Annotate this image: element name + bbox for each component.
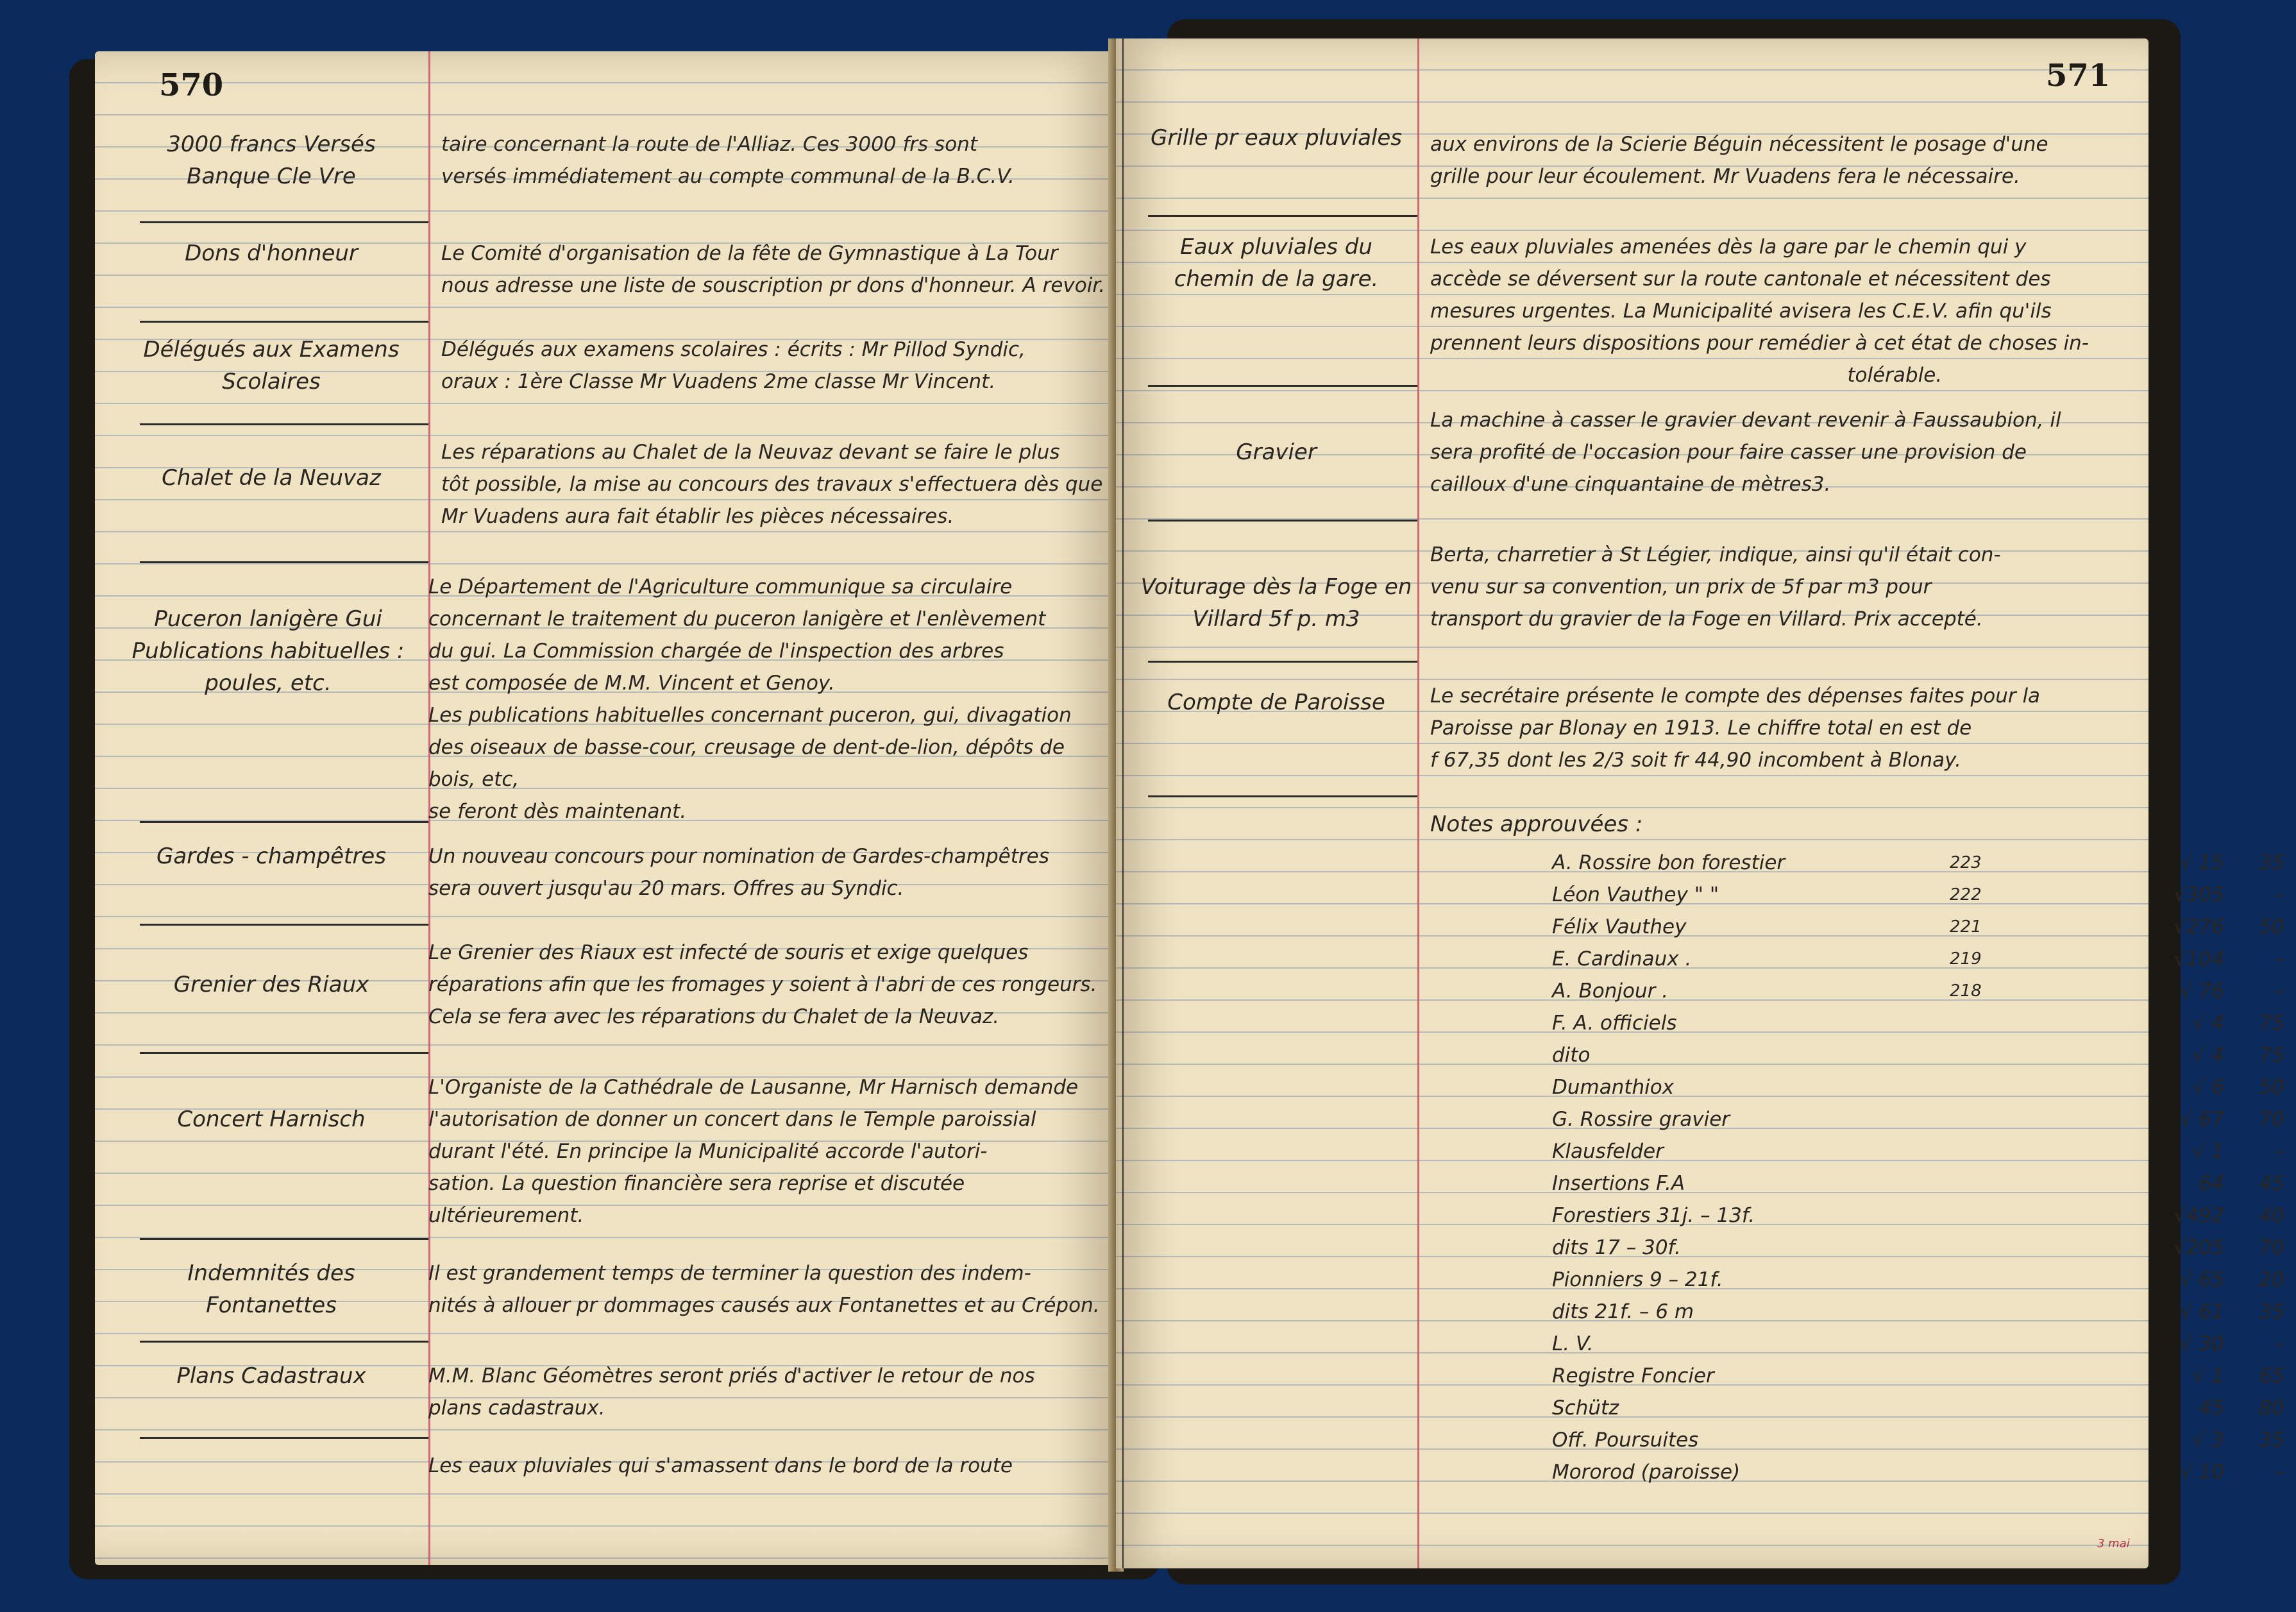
note-francs: √ 65 <box>2179 1268 2224 1291</box>
note-cents: 80 <box>2259 1396 2284 1420</box>
note-francs: √ 1 <box>2192 1140 2224 1163</box>
note-name: Klausfelder <box>1552 1140 1664 1163</box>
note-cents: 45 <box>2259 1172 2284 1195</box>
note-name: Schütz <box>1552 1396 1619 1420</box>
note-cents: – <box>2274 1461 2284 1484</box>
note-francs: √ 76 <box>2179 980 2224 1003</box>
note-row <box>1552 943 2296 975</box>
entry-text: Les eaux pluviales amenées dès la gare par le chemin qui y accède se déversent sur la route cantonale et nécessitent des mesures urgentes. La Municipalité avisera les C.E.V. afin qu'ils prennent leurs dispositions pour remédier à cet état de choses in- tolérable. <box>1430 235 2089 387</box>
note-row <box>1552 1360 2296 1392</box>
note-cents: 65 <box>2259 1364 2284 1387</box>
page-number: 571 <box>2046 58 2111 94</box>
note-row <box>1552 1103 2296 1135</box>
entry-title: Eaux pluviales du chemin de la gare. <box>1174 234 1379 292</box>
note-cents: – <box>2274 1140 2284 1163</box>
note-francs: √ 67 <box>2179 1108 2224 1131</box>
note-ref: 219 <box>1950 949 1982 969</box>
note-francs: √492 <box>2174 1204 2224 1227</box>
note-cents: – <box>2274 1332 2284 1355</box>
note-ref: 221 <box>1950 917 1982 937</box>
entry-text: Le secrétaire présente le compte des dépenses faites pour la Paroisse par Blonay en 1913. Le chiffre total en est de f 67,35 dont les 2/3 soit fr 44,90 incombent à Blonay. <box>1430 684 2041 772</box>
entry-text: Il est grandement temps de terminer la question des indem- nités à allouer pr dommages causés aux Fontanettes et au Crépon. <box>428 1262 1100 1317</box>
note-cents: 35 <box>2259 1300 2284 1323</box>
entry-text: Délégués aux examens scolaires : écrits : Mr Pillod Syndic, oraux : 1ère Classe Mr Vuadens 2me classe Mr Vincent. <box>441 338 1026 393</box>
note-row <box>1552 1392 2296 1424</box>
note-row <box>1552 847 2296 879</box>
entry-divider <box>140 321 428 323</box>
entry-text: aux environs de la Scierie Béguin nécessitent le posage d'une grille pour leur écoulement. Mr Vuadens fera le nécessaire. <box>1430 133 2048 188</box>
entry-text: Le Comité d'organisation de la fête de Gymnastique à La Tour nous adresse une liste de souscription pr dons d'honneur. A revoir. <box>441 242 1106 297</box>
note-francs: √276 <box>2174 915 2224 938</box>
entry-title: Chalet de la Neuvaz <box>162 465 381 491</box>
note-cents: 35 <box>2259 851 2284 874</box>
note-row <box>1552 1264 2296 1296</box>
note-name: Registre Foncier <box>1552 1364 1714 1387</box>
entry-text: La machine à casser le gravier devant revenir à Faussaubion, il sera profité de l'occasion pour faire casser une provision de cailloux d'une cinquantaine de mètres3. <box>1430 409 2061 496</box>
note-cents: 40 <box>2259 1204 2284 1227</box>
entry-title: Grille pr eaux pluviales <box>1150 125 1403 151</box>
note-cents: 50 <box>2259 915 2284 938</box>
note-cents: 20 <box>2259 1268 2284 1291</box>
note-cents: 70 <box>2259 1236 2284 1259</box>
note-francs: √ 1 <box>2192 1364 2224 1387</box>
note-row <box>1552 1167 2296 1200</box>
note-francs: √ 10 <box>2179 1461 2224 1484</box>
note-row <box>1552 1296 2296 1328</box>
note-row <box>1552 1200 2296 1232</box>
note-name: Mororod (paroisse) <box>1552 1461 1741 1484</box>
note-cents: 75 <box>2259 1012 2284 1035</box>
note-francs: √ 61 <box>2179 1300 2224 1323</box>
note-francs: √305 <box>2174 883 2224 906</box>
note-francs: √ 4 <box>2192 1044 2224 1067</box>
note-francs: √ 15 <box>2179 851 2224 874</box>
note-ref: 218 <box>1950 981 1982 1001</box>
entry-divider <box>1148 385 1417 387</box>
note-name: Insertions F.A <box>1552 1172 1685 1195</box>
note-name: F. A. officiels <box>1552 1012 1677 1035</box>
note-name: Dumanthiox <box>1552 1076 1675 1099</box>
entry-text: M.M. Blanc Géomètres seront priés d'activer le retour de nos plans cadastraux. <box>428 1364 1035 1420</box>
note-row <box>1552 911 2296 943</box>
entry-text: L'Organiste de la Cathédrale de Lausanne, Mr Harnisch demande l'autorisation de donner un concert dans le Temple paroissial durant l'été. En principe la Municipalité accorde l'autori- sation. La question financière sera reprise et discutée ultérieurement. <box>428 1076 1079 1227</box>
footer-note: 3 mai <box>2097 1537 2130 1550</box>
note-francs: √104 <box>2174 947 2224 971</box>
note-row <box>1552 1456 2296 1488</box>
note-cents: – <box>2274 883 2284 906</box>
note-ref: 222 <box>1950 885 1982 904</box>
entry-title: Compte de Paroisse <box>1167 690 1385 715</box>
note-cents: – <box>2274 980 2284 1003</box>
entry-divider <box>1148 661 1417 663</box>
entry-text: Un nouveau concours pour nomination de Gardes-champêtres sera ouvert jusqu'au 20 mars. Offres au Syndic. <box>428 845 1049 900</box>
entry-title: Dons d'honneur <box>185 241 358 266</box>
note-ref: 223 <box>1950 853 1982 872</box>
left-page <box>95 51 1111 1565</box>
entry-divider <box>1148 215 1417 217</box>
entry-divider <box>140 1341 428 1343</box>
entry-divider <box>140 423 428 425</box>
note-name: Forestiers 31j. – 13f. <box>1552 1204 1755 1227</box>
entry-divider <box>140 1437 428 1439</box>
entry-text: taire concernant la route de l'Alliaz. Ces 3000 frs sont versés immédiatement au compte communal de la B.C.V. <box>441 133 1015 188</box>
entry-divider <box>140 924 428 926</box>
note-row <box>1552 1071 2296 1103</box>
note-row <box>1552 1135 2296 1167</box>
note-name: Off. Poursuites <box>1552 1429 1699 1452</box>
note-row <box>1552 879 2296 911</box>
entry-divider <box>1148 795 1417 797</box>
note-francs: √ 30 <box>2179 1332 2224 1355</box>
note-row <box>1552 1007 2296 1039</box>
note-francs: √ 4 <box>2192 1012 2224 1035</box>
entry-text: Le Grenier des Riaux est infecté de souris et exige quelques réparations afin que les fromages y soient à l'abri de ces rongeurs. Cela se fera avec les réparations du Chalet de la Neuvaz. <box>428 941 1097 1028</box>
note-cents: – <box>2274 947 2284 971</box>
note-francs: √205 <box>2174 1236 2224 1259</box>
note-name: Pionniers 9 – 21f. <box>1552 1268 1723 1291</box>
entry-divider <box>140 561 428 563</box>
note-francs: √ 3 <box>2192 1429 2224 1452</box>
note-cents: 35 <box>2259 1429 2284 1452</box>
note-cents: 75 <box>2259 1044 2284 1067</box>
note-name: G. Rossire gravier <box>1552 1108 1730 1131</box>
note-cents: 70 <box>2259 1108 2284 1131</box>
entry-divider <box>140 821 428 823</box>
note-name: dits 21f. – 6 m <box>1552 1300 1694 1323</box>
entry-title: Délégués aux Examens Scolaires <box>143 337 400 395</box>
note-row <box>1552 975 2296 1007</box>
note-row <box>1552 1328 2296 1360</box>
note-cents: 50 <box>2259 1076 2284 1099</box>
right-page <box>1116 38 2284 1568</box>
entry-title: Concert Harnisch <box>177 1107 366 1132</box>
note-name: Léon Vauthey " " <box>1552 883 1719 906</box>
note-francs: 64 <box>2199 1172 2224 1195</box>
margin-rule <box>1417 38 1419 1568</box>
note-name: dits 17 – 30f. <box>1552 1236 1681 1259</box>
entry-divider <box>140 1238 428 1240</box>
note-name: A. Rossire bon forestier <box>1552 851 1785 874</box>
entry-title: Voiturage dès la Foge en Villard 5f p. m3 <box>1140 574 1412 632</box>
entry-text: Les eaux pluviales qui s'amassent dans le bord de la route <box>428 1454 1013 1477</box>
entry-title: 3000 francs Versés Banque Cle Vre <box>167 132 376 189</box>
entry-title: Indemnités des Fontanettes <box>187 1260 355 1318</box>
notes-heading: Notes approuvées : <box>1430 811 1643 837</box>
entry-divider <box>140 221 428 223</box>
page-number: 570 <box>159 67 224 103</box>
entry-title: Gardes - champêtres <box>156 844 386 869</box>
note-name: Félix Vauthey <box>1552 915 1687 938</box>
note-row <box>1552 1424 2296 1456</box>
note-name: E. Cardinaux . <box>1552 947 1692 971</box>
entry-text: Le Département de l'Agriculture communique sa circulaire concernant le traitement du puceron lanigère et l'enlèvement du gui. La Commission chargée de l'inspection des arbres est composée de M.M. Vincent et Genoy. Les publications habituelles concernant puceron, gui, divagation des oiseaux de basse-cour, creusage de dent-de-lion, dépôts de bois, etc, se feront dès maintenant. <box>428 575 1072 823</box>
note-francs: 45 <box>2199 1396 2224 1420</box>
entry-text: Berta, charretier à St Légier, indique, ainsi qu'il était con- venu sur sa convention, un prix de 5f par m3 pour transport du gravier de la Foge en Villard. Prix accepté. <box>1430 543 2001 631</box>
note-name: L. V. <box>1552 1332 1594 1355</box>
entry-title: Plans Cadastraux <box>176 1363 366 1389</box>
entry-divider <box>1148 520 1417 522</box>
page-edge-rule <box>1122 38 1124 1568</box>
note-francs: √ 6 <box>2192 1076 2224 1099</box>
entry-divider <box>140 1052 428 1054</box>
note-name: dito <box>1552 1044 1591 1067</box>
entry-title: Gravier <box>1236 439 1317 465</box>
entry-text: Les réparations au Chalet de la Neuvaz devant se faire le plus tôt possible, la mise au concours des travaux s'effectuera dès que Mr Vuadens aura fait établir les pièces nécessaires. <box>441 441 1103 528</box>
entry-title: Grenier des Riaux <box>173 972 369 997</box>
note-row <box>1552 1039 2296 1071</box>
entry-title: Puceron lanigère Gui Publications habituelles : poules, etc. <box>131 606 405 696</box>
note-row <box>1552 1232 2296 1264</box>
note-name: A. Bonjour . <box>1552 980 1669 1003</box>
